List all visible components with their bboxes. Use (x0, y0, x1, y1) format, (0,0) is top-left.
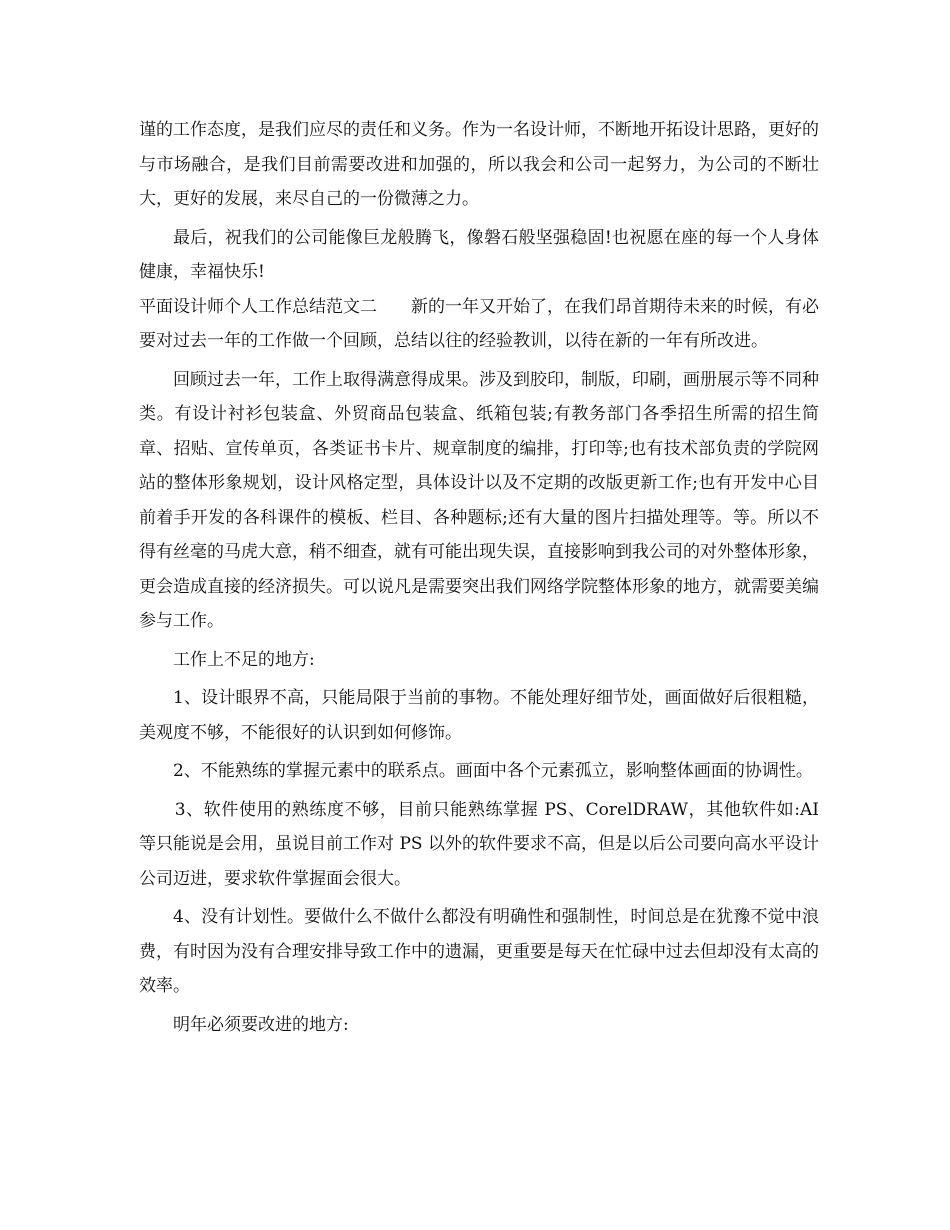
list-item-shortcoming-2: 2、不能熟练的掌握元素中的联系点。画面中各个元素孤立，影响整体画面的协调性。 (173, 761, 813, 781)
paragraph-year-review: 回顾过去一年，工作上取得满意得成果。涉及到胶印，制版，印刷，画册展示等不同种类。有设计衬衫包装盒、外贸商品包装盒、纸箱包装;有教务部门各季招生所需的招生简章、招贴、宣传单页，各类证书卡片、规章制度的编排，打印等;也有技术部负责的学院网站的整体形象规划，设计风格定型，具体设计以及不定期的改版更新工作;也有开发中心目前着手开发的各科课件的模板、栏目、各种题标;还有大量的图片扫描处理等。等。所以不得有丝毫的马虎大意，稍不细查，就有可能出现失误，直接影响到我公司的对外整体形象，更会造成直接的经济损失。可以说凡是需要突出我们网络学院整体形象的地方，就需要美编参与工作。 (139, 369, 819, 631)
list-item-shortcoming-3: 3、软件使用的熟练度不够，目前只能熟练掌握 PS、CorelDRAW，其他软件如:AI 等只能说是会用，虽说目前工作对 PS 以外的软件要求不高，但是以后公司要向高水平设计公司迈进，要求软件掌握面会很大。 (139, 799, 819, 889)
list-item-shortcoming-4: 4、没有计划性。要做什么不做什么都没有明确性和强制性，时间总是在犹豫不觉中浪费，有时因为没有合理安排导致工作中的遗漏，更重要是每天在忙碌中过去但却没有太高的效率。 (139, 907, 819, 996)
document-body (139, 113, 819, 1042)
paragraph-section-two-intro: 平面设计师个人工作总结范文二 新的一年又开始了，在我们昂首期待未来的时候，有必要对过去一年的工作做一个回顾，总结以往的经验教训，以待在新的一年有所改进。 (139, 296, 819, 351)
list-item-shortcoming-1: 1、设计眼界不高，只能局限于当前的事物。不能处理好细节处，画面做好后很粗糙，美观度不够，不能很好的认识到如何修饰。 (139, 688, 819, 743)
paragraph-closing-wishes: 最后，祝我们的公司能像巨龙般腾飞，像磐石般坚强稳固!也祝愿在座的每一个人身体健康，幸福快乐! (139, 227, 819, 282)
heading-improvements: 明年必须要改进的地方: (173, 1014, 349, 1035)
paragraph-work-attitude: 谨的工作态度，是我们应尽的责任和义务。作为一名设计师，不断地开拓设计思路，更好的与市场融合，是我们目前需要改进和加强的，所以我会和公司一起努力，为公司的不断壮大，更好的发展，来尽自己的一份微薄之力。 (139, 120, 819, 209)
heading-shortcomings: 工作上不足的地方: (173, 649, 315, 670)
